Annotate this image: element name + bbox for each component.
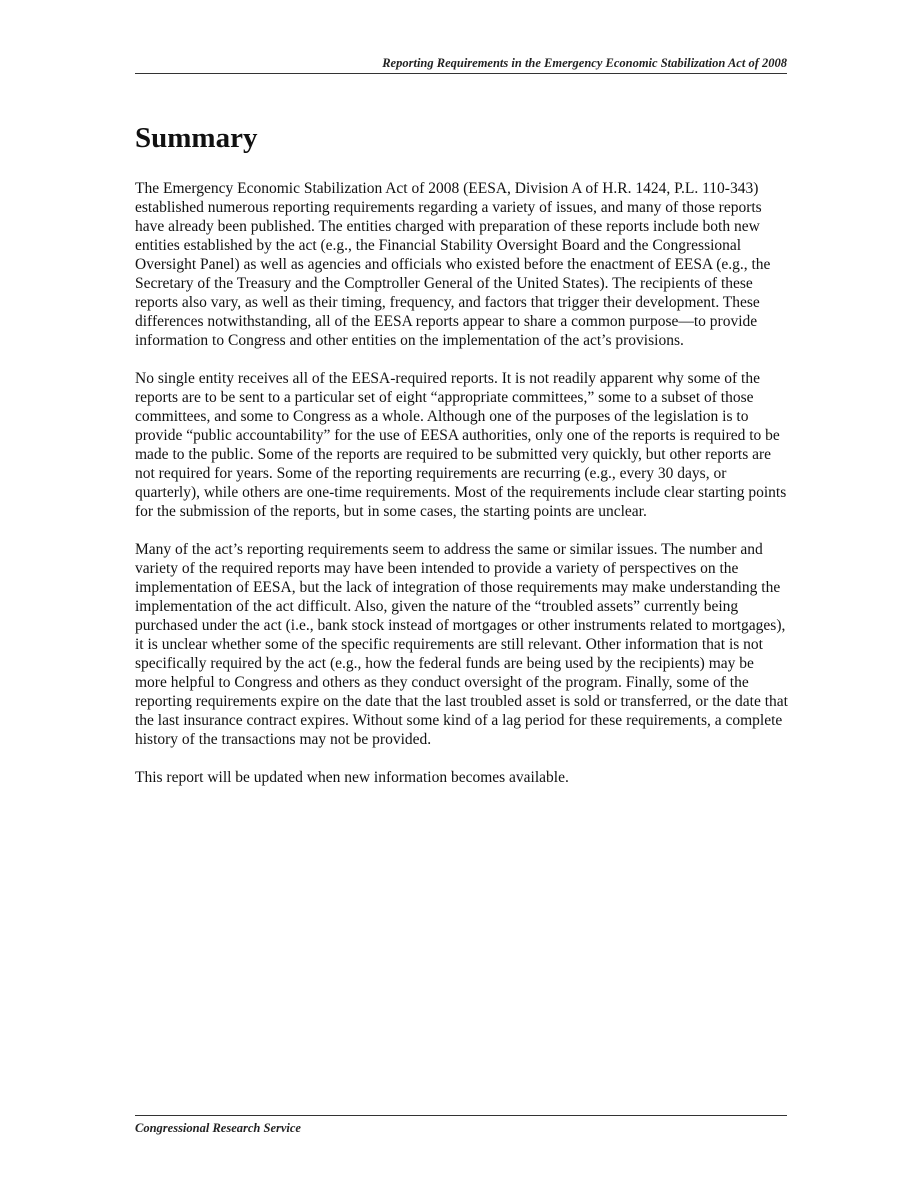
footer-divider	[135, 1115, 787, 1116]
summary-paragraph-4: This report will be updated when new information becomes available.	[135, 769, 569, 786]
footer-organization: Congressional Research Service	[135, 1121, 301, 1135]
running-header: Reporting Requirements in the Emergency Economic Stabilization Act of 2008	[382, 56, 787, 70]
summary-paragraph-2: No single entity receives all of the EESA-required reports. It is not readily apparent why some of the reports are to be sent to a particular set of eight “appropriate committees,” some to a subset of those committees, and some to Congress as a whole. Although one of the purposes of the legislation is to provide “public accountability” for the use of EESA authorities, only one of the reports is required to be made to the public. Some of the reports are required to be submitted very quickly, but other reports are not required for years. Some of the reporting requirements are recurring (e.g., every 30 days, or quarterly), while others are one-time requirements. Most of the requirements include clear starting points for the submission of the reports, but in some cases, the starting points are unclear.	[135, 370, 787, 520]
page-title: Summary	[135, 122, 258, 154]
summary-paragraph-3: Many of the act’s reporting requirements seem to address the same or similar issues. The number and variety of the required reports may have been intended to provide a variety of perspectives on the implementation of EESA, but the lack of integration of those requirements may make understanding the implementation of the act difficult. Also, given the nature of the “troubled assets” currently being purchased under the act (i.e., bank stock instead of mortgages or other instruments related to mortgages), it is unclear whether some of the specific requirements are still relevant. Other information that is not specifically required by the act (e.g., how the federal funds are being used by the recipients) may be more helpful to Congress and others as they conduct oversight of the program. Finally, some of the reporting requirements expire on the date that the last troubled asset is sold or transferred, or the date that the last insurance contract expires. Without some kind of a lag period for these requirements, a complete history of the transactions may not be provided.	[135, 541, 788, 748]
summary-body	[135, 179, 789, 806]
header-divider	[135, 73, 787, 74]
summary-paragraph-1: The Emergency Economic Stabilization Act of 2008 (EESA, Division A of H.R. 1424, P.L. 110-343) established numerous reporting requirements regarding a variety of issues, and many of those reports have already been published. The entities charged with preparation of these reports include both new entities established by the act (e.g., the Financial Stability Oversight Board and the Congressional Oversight Panel) as well as agencies and officials who existed before the enactment of EESA (e.g., the Secretary of the Treasury and the Comptroller General of the United States). The recipients of these reports also vary, as well as their timing, frequency, and factors that trigger their development. These differences notwithstanding, all of the EESA reports appear to share a common purpose—to provide information to Congress and other entities on the implementation of the act’s provisions.	[135, 180, 771, 349]
